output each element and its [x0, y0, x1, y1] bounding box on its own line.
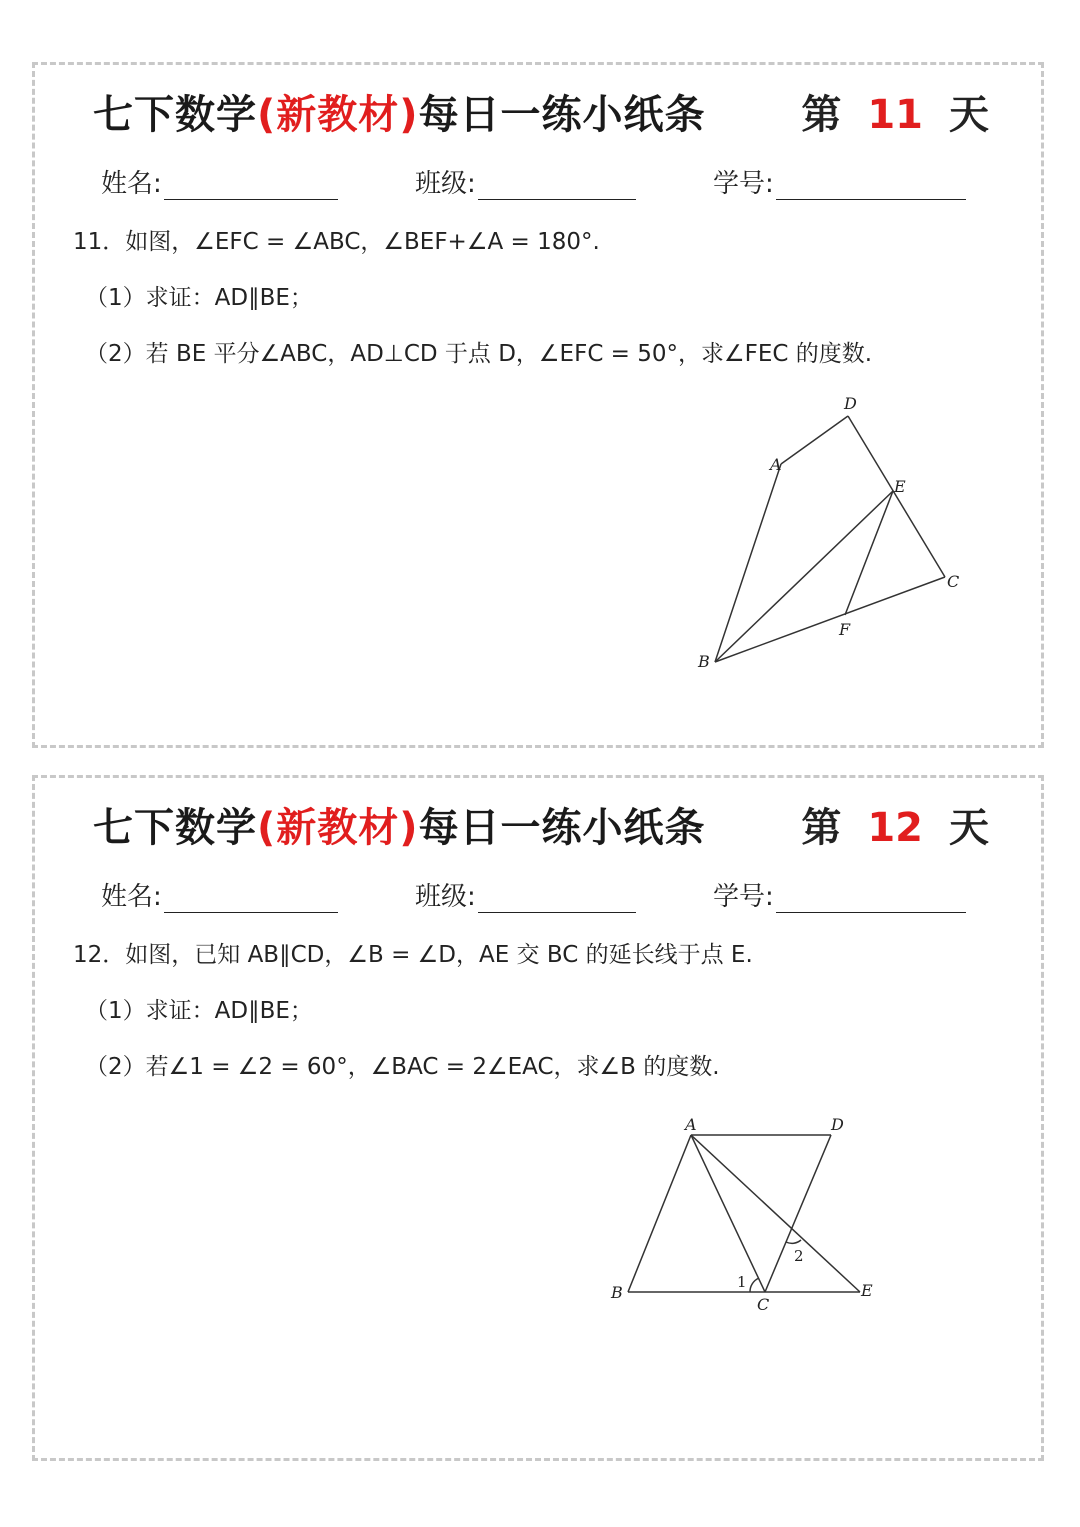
student-info-fields	[101, 876, 1001, 916]
segment-dc	[848, 416, 945, 577]
day-number: 11	[867, 92, 923, 138]
label-e: E	[861, 1281, 873, 1300]
segment-ac	[691, 1135, 765, 1292]
title-suffix: 每日一练小纸条	[418, 92, 706, 138]
segment-bc	[715, 577, 945, 662]
class-blank[interactable]	[478, 171, 636, 200]
question-stem: 11．如图，∠EFC = ∠ABC，∠BEF+∠A = 180°.	[73, 229, 600, 255]
geometry-figure-12	[605, 1108, 905, 1318]
label-a: A	[770, 455, 782, 474]
angle-1-arc	[750, 1278, 759, 1292]
name-label: 姓名:	[101, 882, 162, 912]
student-id-field[interactable]	[713, 163, 966, 200]
worksheet-card-day-11	[32, 62, 1044, 748]
title-highlight: (新教材)	[257, 92, 419, 138]
name-blank[interactable]	[164, 171, 338, 200]
day-suffix: 天	[949, 92, 989, 138]
title-suffix: 每日一练小纸条	[418, 805, 706, 851]
segment-ab	[715, 464, 781, 662]
question-part-1: （1）求证：AD∥BE；	[85, 998, 313, 1024]
label-c: C	[757, 1295, 770, 1314]
class-label: 班级:	[415, 882, 476, 912]
title-prefix: 七下数学	[93, 92, 257, 138]
question-part-2: （2）若∠1 = ∠2 = 60°，∠BAC = 2∠EAC，求∠B 的度数.	[85, 1054, 720, 1080]
student-id-label: 学号:	[713, 882, 774, 912]
label-f: F	[839, 620, 851, 639]
student-info-fields	[101, 163, 1001, 203]
question-part-2: （2）若 BE 平分∠ABC，AD⊥CD 于点 D，∠EFC = 50°，求∠FEC 的度数.	[85, 341, 873, 367]
label-d: D	[831, 1115, 844, 1134]
question-part-1: （1）求证：AD∥BE；	[85, 285, 313, 311]
label-angle-2: 2	[794, 1247, 804, 1265]
class-field[interactable]	[415, 876, 636, 913]
segment-ad	[781, 416, 848, 464]
student-id-field[interactable]	[713, 876, 966, 913]
geometry-figure-11	[695, 385, 985, 675]
name-blank[interactable]	[164, 884, 338, 913]
label-b: B	[698, 652, 710, 671]
name-field[interactable]	[101, 163, 338, 200]
class-blank[interactable]	[478, 884, 636, 913]
title-highlight: (新教材)	[257, 805, 419, 851]
label-angle-1: 1	[737, 1273, 747, 1291]
title-prefix: 七下数学	[93, 805, 257, 851]
question-stem: 12．如图，已知 AB∥CD，∠B = ∠D，AE 交 BC 的延长线于点 E.	[73, 942, 753, 968]
day-indicator	[801, 796, 989, 853]
label-e: E	[894, 477, 906, 496]
name-field[interactable]	[101, 876, 338, 913]
segment-be	[715, 491, 893, 662]
angle-2-arc	[786, 1240, 801, 1243]
label-a: A	[685, 1115, 697, 1134]
class-field[interactable]	[415, 163, 636, 200]
class-label: 班级:	[415, 169, 476, 199]
card-title	[93, 83, 706, 140]
day-indicator	[801, 83, 989, 140]
day-suffix: 天	[949, 805, 989, 851]
label-d: D	[844, 394, 857, 413]
label-b: B	[611, 1283, 623, 1302]
segment-ef	[845, 491, 893, 615]
student-id-label: 学号:	[713, 169, 774, 199]
segment-ab	[628, 1135, 691, 1292]
day-prefix: 第	[801, 805, 842, 851]
student-id-blank[interactable]	[776, 884, 966, 913]
worksheet-card-day-12	[32, 775, 1044, 1461]
day-number: 12	[867, 805, 923, 851]
card-title	[93, 796, 706, 853]
day-prefix: 第	[801, 92, 842, 138]
label-c: C	[947, 572, 960, 591]
name-label: 姓名:	[101, 169, 162, 199]
student-id-blank[interactable]	[776, 171, 966, 200]
